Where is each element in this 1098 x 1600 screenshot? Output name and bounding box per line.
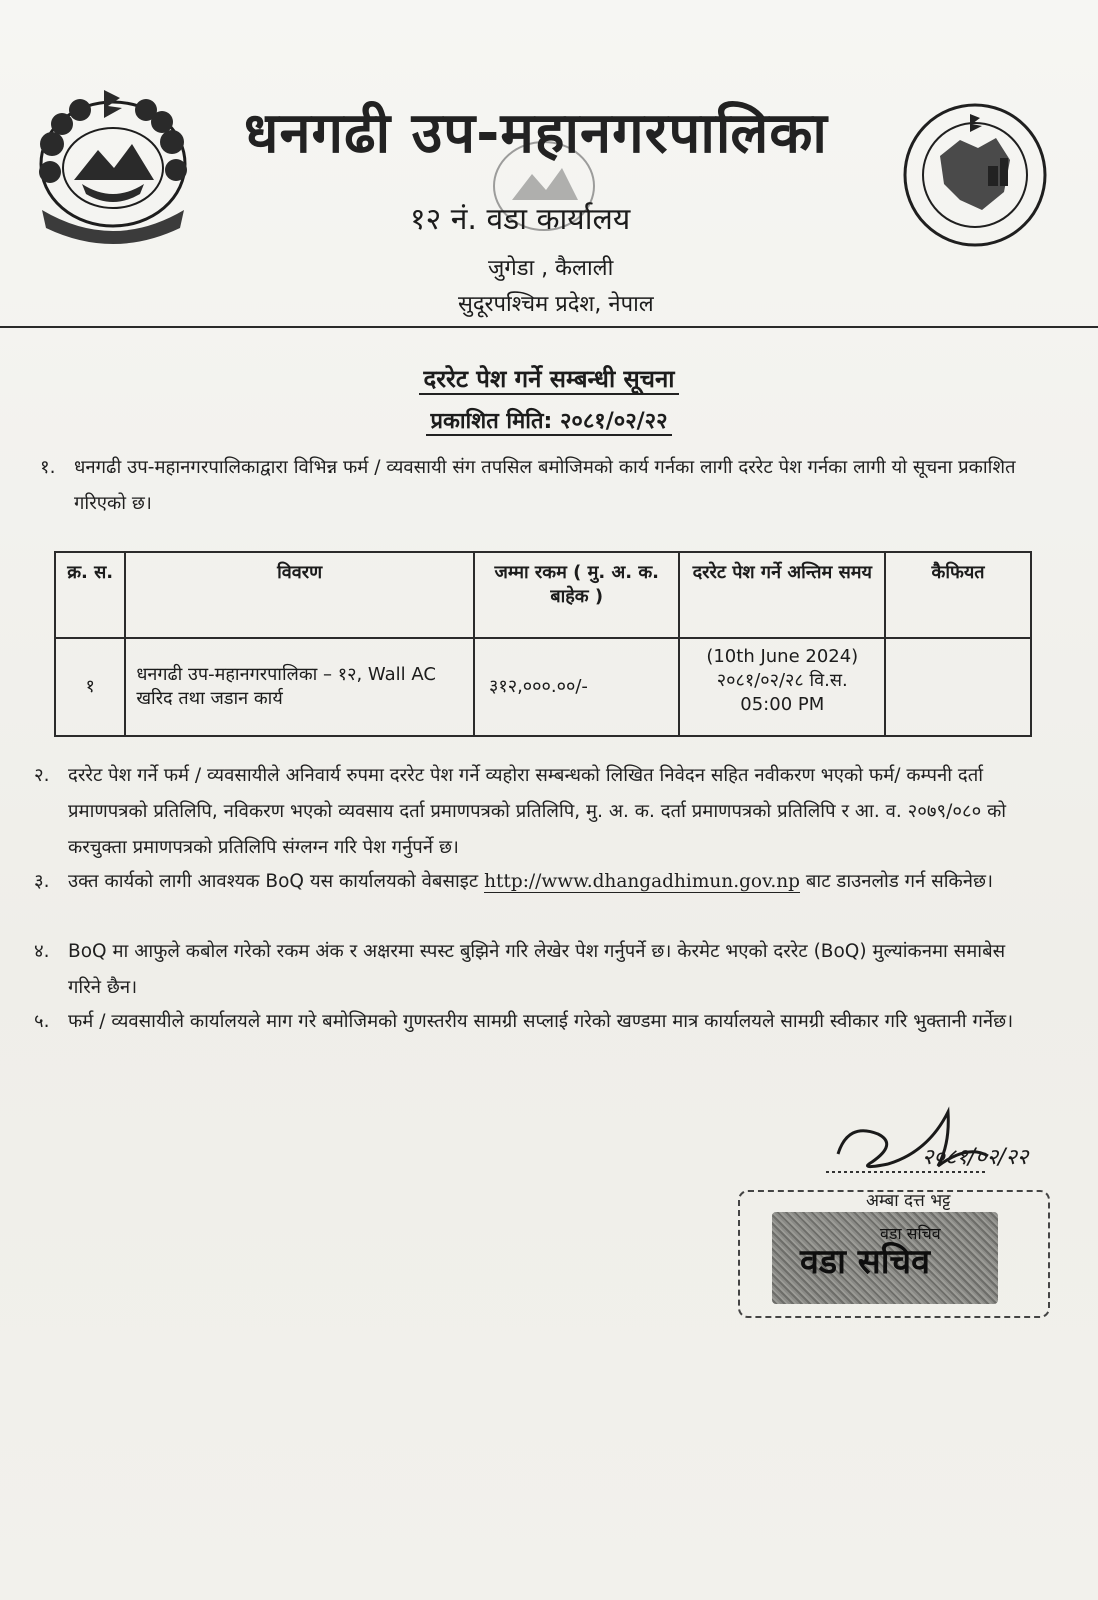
header-divider [0, 326, 1098, 328]
paragraph-number: १. [40, 457, 56, 478]
header-deadline: दररेट पेश गर्ने अन्तिम समय [679, 552, 885, 638]
deadline-cell [679, 638, 885, 736]
deadline-english-date: (10th June 2024) [706, 646, 859, 667]
notice-title: दररेट पेश गर्ने सम्बन्धी सूचना [0, 362, 1098, 396]
dhangadhi-municipality-logo-icon [900, 100, 1050, 250]
signer-name: अम्बा दत्त भट्ट [866, 1191, 951, 1211]
header-serial: क्र. स. [55, 552, 125, 638]
website-link[interactable]: http://www.dhangadhimun.gov.np [484, 871, 800, 892]
paragraph-text-end: बाट डाउनलोड गर्न सकिनेछ। [799, 871, 993, 892]
serial-cell: १ [55, 638, 125, 736]
paragraph-number: २. [34, 765, 50, 786]
paragraph-text-start: उक्त कार्यको लागी आवश्यक BoQ यस कार्यालयको वेबसाइट [68, 871, 485, 892]
paragraph-number: ४. [34, 941, 50, 962]
handwritten-signature [818, 1104, 1038, 1196]
paragraph-text: धनगढी उप-महानगरपालिकाद्वारा विभिन्न फर्म / व्यवसायी संग तपसिल बमोजिमको कार्य गर्नका लागी दररेट पेश गर्नका लागी यो सूचना प्रकाशित गरिएको छ। [74, 457, 1016, 514]
ward-office-title: १२ नं. वडा कार्यालय [410, 202, 631, 237]
header-description: विवरण [125, 552, 474, 638]
remarks-cell [885, 638, 1031, 736]
stamp-title-small: वडा सचिव [880, 1224, 941, 1243]
office-title: धनगढी उप-महानगरपालिका [244, 101, 828, 166]
paragraph-4 [34, 934, 1044, 1006]
paragraph-3 [34, 864, 1044, 900]
nepal-government-emblem-icon [22, 84, 204, 244]
paragraph-text [34, 864, 1044, 900]
signature-date: २०८१/०२/२२ [922, 1145, 1029, 1170]
amount-cell: ३१२,०००.००/- [474, 638, 679, 736]
paragraph-number: ५. [34, 1011, 50, 1032]
description-cell: धनगढी उप-महानगरपालिका – १२, Wall AC खरिद तथा जडान कार्य [125, 638, 474, 736]
paragraph-1 [40, 450, 1040, 522]
table-row [55, 638, 1031, 736]
address-line-2: सुदूरपश्चिम प्रदेश, नेपाल [458, 292, 654, 317]
deadline-nepali-date: २०८१/०२/२८ वि.स. [716, 670, 848, 691]
stamp-title-large: वडा सचिव [800, 1242, 931, 1282]
paragraph-2 [34, 758, 1044, 866]
rate-table [54, 551, 1032, 737]
table-header-row [55, 552, 1031, 638]
paragraph-5 [34, 1004, 1044, 1040]
address-line-1: जुगेडा , कैलाली [488, 256, 614, 281]
paragraph-text: दररेट पेश गर्ने फर्म / व्यवसायीले अनिवार्य रुपमा दररेट पेश गर्ने व्यहोरा सम्बन्धको लिखित निवेदन सहित नवीकरण भएको फर्म/ कम्पनी दर्ता प्रमाणपत्रको प्रतिलिपि, नविकरण भएको व्यवसाय दर्ता प्रमाणपत्रको प्रतिलिपि, मु. अ. क. दर्ता प्रमाणपत्रको प्रतिलिपि र आ. व. २०७९/०८० को करचुक्ता प्रमाणपत्रको प्रतिलिपि संग्लग्न गरि पेश गर्नुपर्ने छ। [68, 765, 1007, 858]
deadline-time: 05:00 PM [740, 694, 825, 715]
paragraph-text: BoQ मा आफुले कबोल गरेको रकम अंक र अक्षरमा स्पस्ट बुझिने गरि लेखेर पेश गर्नुपर्ने छ। केरमेट भएको दररेट (BoQ) मुल्यांकनमा समाबेस गरिने छैन। [68, 941, 1006, 998]
paragraph-text: फर्म / व्यवसायीले कार्यालयले माग गरे बमोजिमको गुणस्तरीय सामग्री सप्लाई गरेको खण्डमा मात्र कार्यालयले सामग्री स्वीकार गरि भुक्तानी गर्नेछ। [68, 1011, 1014, 1032]
header-remarks: कैफियत [885, 552, 1031, 638]
publish-date: प्रकाशित मिति: २०८१/०२/२२ [0, 406, 1098, 438]
header-amount: जम्मा रकम ( मु. अ. क. बाहेक ) [474, 552, 679, 638]
paragraph-number: ३. [34, 871, 50, 892]
